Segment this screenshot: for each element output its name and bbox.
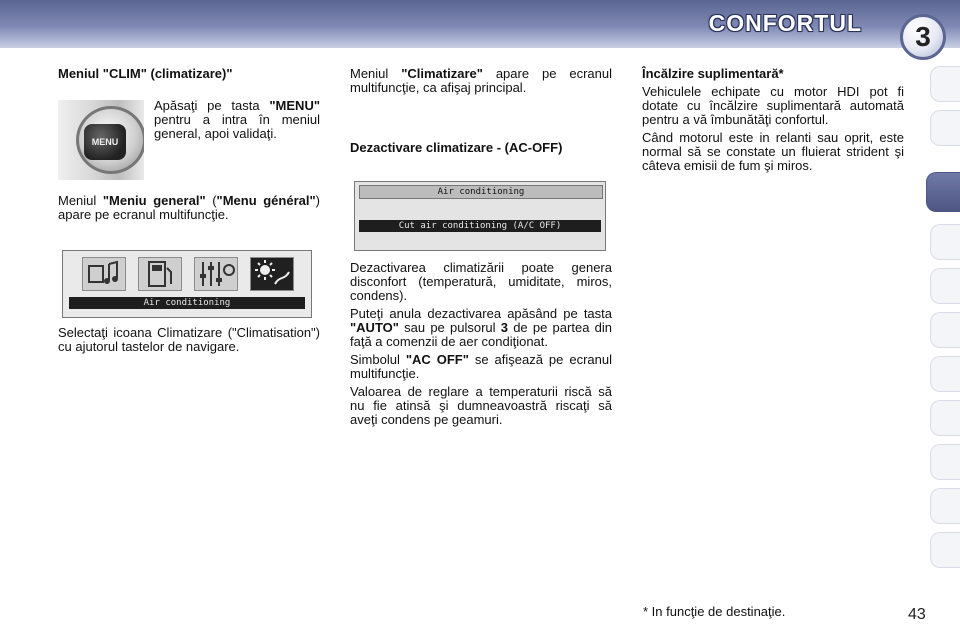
climate-menu-screen <box>354 181 606 251</box>
chapter-tab[interactable] <box>930 268 960 304</box>
chapter-tab[interactable] <box>930 400 960 436</box>
general-menu-text <box>58 194 320 226</box>
chapter-tab[interactable] <box>930 444 960 480</box>
auto-key: "AUTO" <box>350 320 399 335</box>
settings-sliders-icon <box>194 257 238 291</box>
general-suffix: ) apare pe ecranul multifuncţie. <box>58 193 320 222</box>
extra-heating-heading: Încălzire suplimentară* <box>642 66 784 81</box>
page-number: 43 <box>908 606 926 623</box>
ac-off-heading: Dezactivare climatizare - (AC-OFF) <box>350 140 563 155</box>
press-menu-text <box>154 99 320 145</box>
chapter-tab[interactable] <box>930 224 960 260</box>
chapter-tab[interactable] <box>930 488 960 524</box>
chapter-tab[interactable] <box>930 532 960 568</box>
ac-off-text <box>350 261 612 431</box>
general-paren: ( <box>205 193 217 208</box>
p2-b: sau pe pulsorul <box>398 320 501 335</box>
selected-menu-label: Air conditioning <box>69 297 305 309</box>
menu-button-photo <box>58 100 144 180</box>
extra-heating-p2: Când motorul este in relanti sau oprit, este normal să se constate un fluierat strident şi câteva emisii de fum şi miros. <box>642 130 904 173</box>
button-number: 3 <box>500 320 508 335</box>
chapter-tab-active[interactable] <box>926 172 960 212</box>
general-menu-name: "Meniu general" <box>102 193 206 208</box>
intro-suffix: apare pe ecranul multifuncţie, ca afişaj principal. <box>350 66 612 95</box>
p2-a: Puteţi anula dezactivarea apăsând pe tasta <box>350 306 612 321</box>
menu-key-name: "MENU" <box>269 98 320 113</box>
footnote: * In funcţie de destinaţie. <box>643 604 786 619</box>
climatizare-menu-name: "Climatizare" <box>401 66 483 81</box>
press-suffix: pentru a intra în meniul general, apoi validaţi. <box>154 112 320 141</box>
chapter-tab[interactable] <box>930 66 960 102</box>
screen-title: Air conditioning <box>359 185 603 199</box>
press-prefix: Apăsaţi pe tasta <box>154 98 270 113</box>
column-1 <box>58 67 320 85</box>
p3-a: Simbolul <box>350 352 406 367</box>
select-paragraph: Selectaţi icoana Climatizare ("Climatisation") cu ajutorul tastelor de navigare. <box>58 325 320 354</box>
general-menu-screen <box>62 250 312 318</box>
clim-menu-heading: Meniul "CLIM" (climatizare)" <box>58 66 233 81</box>
ac-off-heading-block <box>350 141 612 159</box>
select-icon-text <box>58 326 320 358</box>
chapter-tab[interactable] <box>930 110 960 146</box>
chapter-number-badge: 3 <box>900 14 946 60</box>
ac-off-symbol: "AC OFF" <box>405 352 469 367</box>
ac-off-p1: Dezactivarea climatizării poate genera disconfort (temperatură, umiditate, miros, condens). <box>350 260 612 303</box>
climate-icon[interactable] <box>250 257 294 291</box>
chapter-tab[interactable] <box>930 356 960 392</box>
audio-icon <box>82 257 126 291</box>
general-menu-alt: "Menu général" <box>216 193 316 208</box>
general-prefix: Meniul <box>58 193 103 208</box>
ac-off-p4: Valoarea de reglare a temperaturii riscă să nu fie atinsă şi dumneavoastră riscaţi să aveţi condens pe geamuri. <box>350 384 612 427</box>
ac-off-option: Cut air conditioning (A/C OFF) <box>359 220 601 232</box>
intro-prefix: Meniul <box>350 66 402 81</box>
chapter-title: CONFORTUL <box>708 10 862 36</box>
extra-heating-p1: Vehiculele echipate cu motor HDI pot fi dotate cu încălzire suplimentară automată pentru a vă îmbunătăţi confortul. <box>642 84 904 127</box>
column-3 <box>642 67 904 177</box>
trip-computer-icon <box>138 257 182 291</box>
p3-b: se afişează pe ecranul multifuncţie. <box>350 352 612 381</box>
column-2-intro <box>350 67 612 99</box>
menu-key-label: MENU <box>84 124 126 160</box>
p2-c: de pe partea din faţă a comenzii de aer condiţionat. <box>350 320 612 349</box>
chapter-tabs <box>928 66 960 576</box>
menu-icon-row <box>82 257 296 291</box>
page-header <box>0 0 960 48</box>
chapter-tab[interactable] <box>930 312 960 348</box>
